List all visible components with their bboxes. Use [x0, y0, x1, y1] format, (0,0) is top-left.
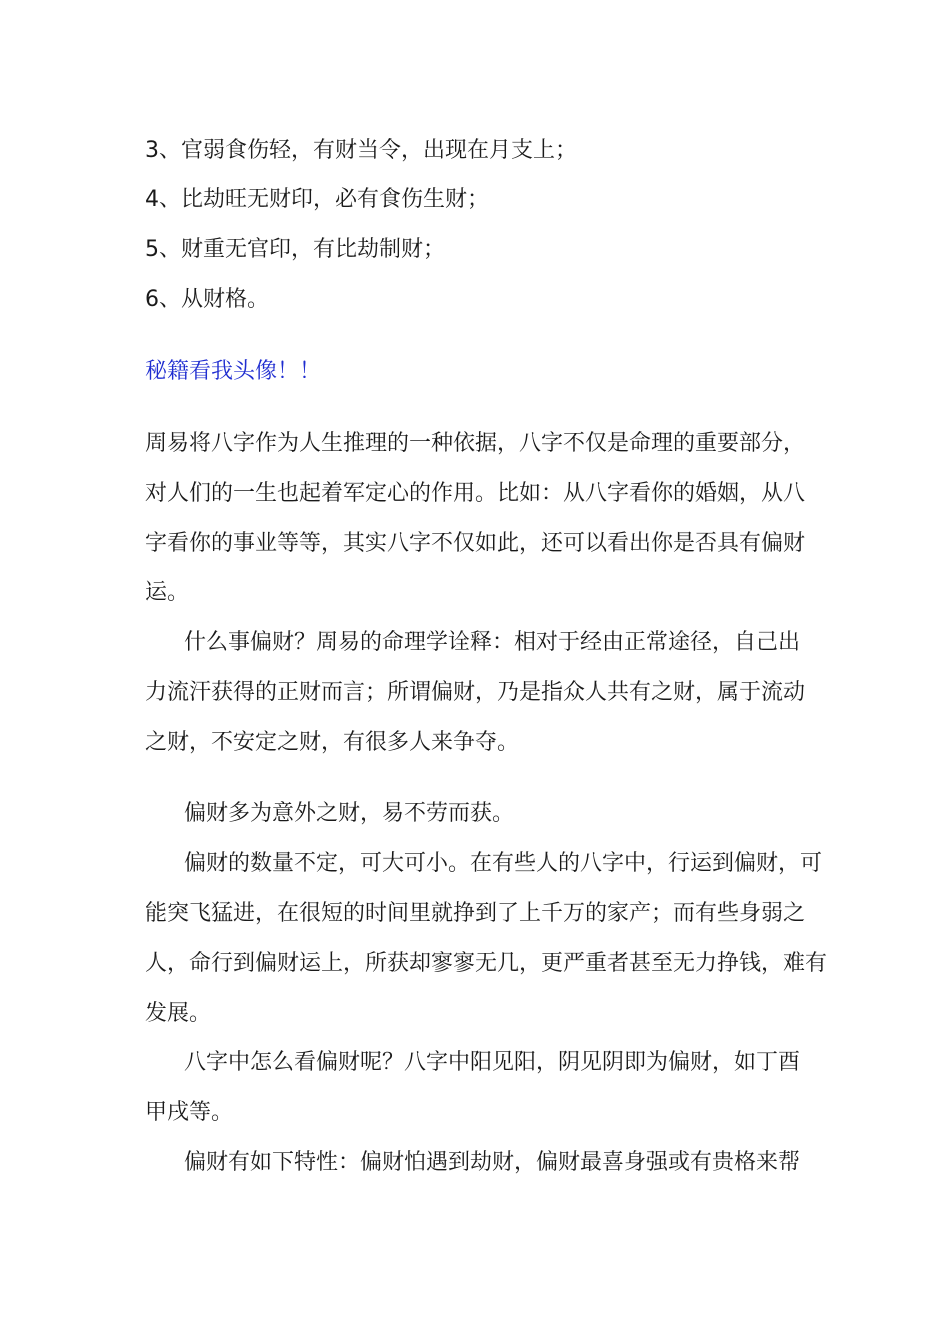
paragraph-5-line-2: 甲戌等。	[145, 1100, 234, 1125]
paragraph-4-line-4: 发展。	[145, 1001, 212, 1026]
list-item-6: 6、从财格。	[145, 287, 269, 312]
paragraph-1-line-2: 对人们的一生也起着军定心的作用。比如：从八字看你的婚姻，从八	[145, 481, 806, 506]
paragraph-4-line-3: 人，命行到偏财运上，所获却寥寥无几，更严重者甚至无力挣钱，难有	[145, 951, 828, 976]
list-item-5: 5、财重无官印，有比劫制财；	[145, 237, 445, 262]
paragraph-3-line-1: 偏财多为意外之财，易不劳而获。	[184, 801, 515, 826]
paragraph-2-line-1: 什么事偏财？周易的命理学诠释：相对于经由正常途径，自己出	[184, 630, 801, 655]
avatar-link-text[interactable]: 秘籍看我头像！！	[145, 359, 322, 384]
paragraph-1-line-1: 周易将八字作为人生推理的一种依据，八字不仅是命理的重要部分，	[145, 431, 806, 456]
paragraph-2-line-2: 力流汗获得的正财而言；所谓偏财，乃是指众人共有之财，属于流动	[145, 680, 806, 705]
list-item-4: 4、比劫旺无财印，必有食伤生财；	[145, 187, 489, 212]
paragraph-5-line-1: 八字中怎么看偏财呢？八字中阳见阳，阴见阴即为偏财，如丁酉	[184, 1050, 801, 1075]
paragraph-1-line-3: 字看你的事业等等，其实八字不仅如此，还可以看出你是否具有偏财	[145, 531, 806, 556]
paragraph-4-line-2: 能突飞猛进，在很短的时间里就挣到了上千万的家产；而有些身弱之	[145, 901, 806, 926]
paragraph-4-line-1: 偏财的数量不定，可大可小。在有些人的八字中，行运到偏财，可	[184, 851, 823, 876]
list-item-3: 3、官弱食伤轻，有财当令，出现在月支上；	[145, 138, 577, 163]
paragraph-2-line-3: 之财，不安定之财，有很多人来争夺。	[145, 730, 520, 755]
paragraph-6-line-1: 偏财有如下特性：偏财怕遇到劫财，偏财最喜身强或有贵格来帮	[184, 1150, 801, 1175]
paragraph-1-line-4: 运。	[145, 580, 190, 605]
